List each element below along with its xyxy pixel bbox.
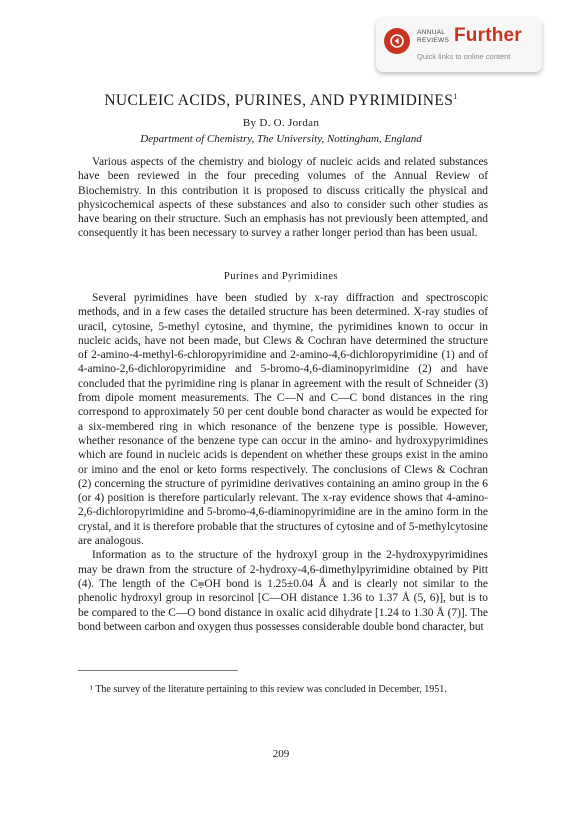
title-footnote-mark: 1: [453, 92, 458, 101]
quick-links-label: Quick links to online content: [417, 52, 511, 61]
section-paragraph-1: Several pyrimidines have been studied by x-ray diffraction and spectroscopic methods, and in a few cases the detailed structure has been determined. X-ray studies of uracil, cytosine, 5-methyl cytosine, and thymine, the pyrimidines known to occur in nucleic acids, have not been made, but Clews & Cochran have determined the structure of 2-amino-4-methyl-6-chloropyrimidine and 2-amino-4,6-dichloropyrimidine (1) and of 4-amino-2,6-dichloropyrimidine and 5-bromo-4,6-diaminopyrimidine (2) and have concluded that the pyrimidine ring is planar in agreement with the result of Schneider (3) from dipole moment measurements. The C—N and C—C bond distances in the ring correspond to approximately 50 per cent double bond character as would be expected for a six-membered ring in which resonance of the benzene type is possible. However, whether resonance of the benzene type can occur in the amino- and hydroxypyrimidines which are found in nucleic acids is dependent on whether these groups exist in the amino or imino and the enol or keto forms respectively. The conclusions of Clews & Cochran (2) concerning the structure of pyrimidine derivatives containing an amino group in the 6 (or 4) position is therefore particularly relevant. The x-ray evidence shows that 4-amino-2,6-dichloropyrimidine and 5-bromo-4,6-diaminopyrimidine are in the amino form in the crystal, and it is therefore probable that the structures of cytosine and of 5-methylcytosine are analogous.: [78, 292, 488, 548]
further-links-banner[interactable]: [376, 18, 542, 72]
section-heading: Purines and Pyrimidines: [223, 271, 339, 282]
footnote: [78, 684, 488, 697]
section-paragraph-2: Information as to the structure of the hydroxyl group in the 2-hydroxypyrimidines may be drawn from the structure of 2-hydroxy-4,6-dimethylpyrimidine obtained by Pitt (4). The length of the C⩦OH bond is 1.25±0.04 Å and is clearly not similar to the phenolic hydroxyl group in resorcinol [C—OH distance 1.36 to 1.37 Å (5, 6)], but is to be compared to the C—O bond distance in oxalic acid dihydrate [1.24 to 1.30 Å (7)]. The bond between carbon and oxygen thus possesses considerable double bond character, but: [78, 549, 488, 633]
page-number: 209: [272, 748, 290, 760]
further-label: Further: [454, 25, 522, 46]
purines-section: [78, 291, 488, 634]
article-title: [0, 92, 562, 110]
annual-reviews-logo-text: ANNUAL REVIEWS: [417, 29, 450, 44]
title-text: NUCLEIC ACIDS, PURINES, AND PYRIMIDINES: [104, 92, 454, 110]
author-byline: By D. O. Jordan: [242, 117, 320, 129]
intro-section: [78, 155, 488, 241]
author-affiliation: Department of Chemistry, The University, Nottingham, England: [140, 133, 422, 145]
footnote-rule: [78, 670, 238, 671]
intro-paragraph: Various aspects of the chemistry and biology of nucleic acids and related substances have been reviewed in the four preceding volumes of the Annual Review of Biochemistry. In this contribution it is proposed to discuss critically the physical and physicochemical aspects of these substances and also to consider such other studies as have bearing on their structure. Such an emphasis has not previously been attempted, and consequently it has been necessary to survey a rather longer period than has been usual.: [78, 156, 488, 240]
play-icon: [384, 28, 410, 54]
footnote-text: ¹ The survey of the literature pertaining to this review was concluded in December, 1951.: [90, 684, 447, 695]
